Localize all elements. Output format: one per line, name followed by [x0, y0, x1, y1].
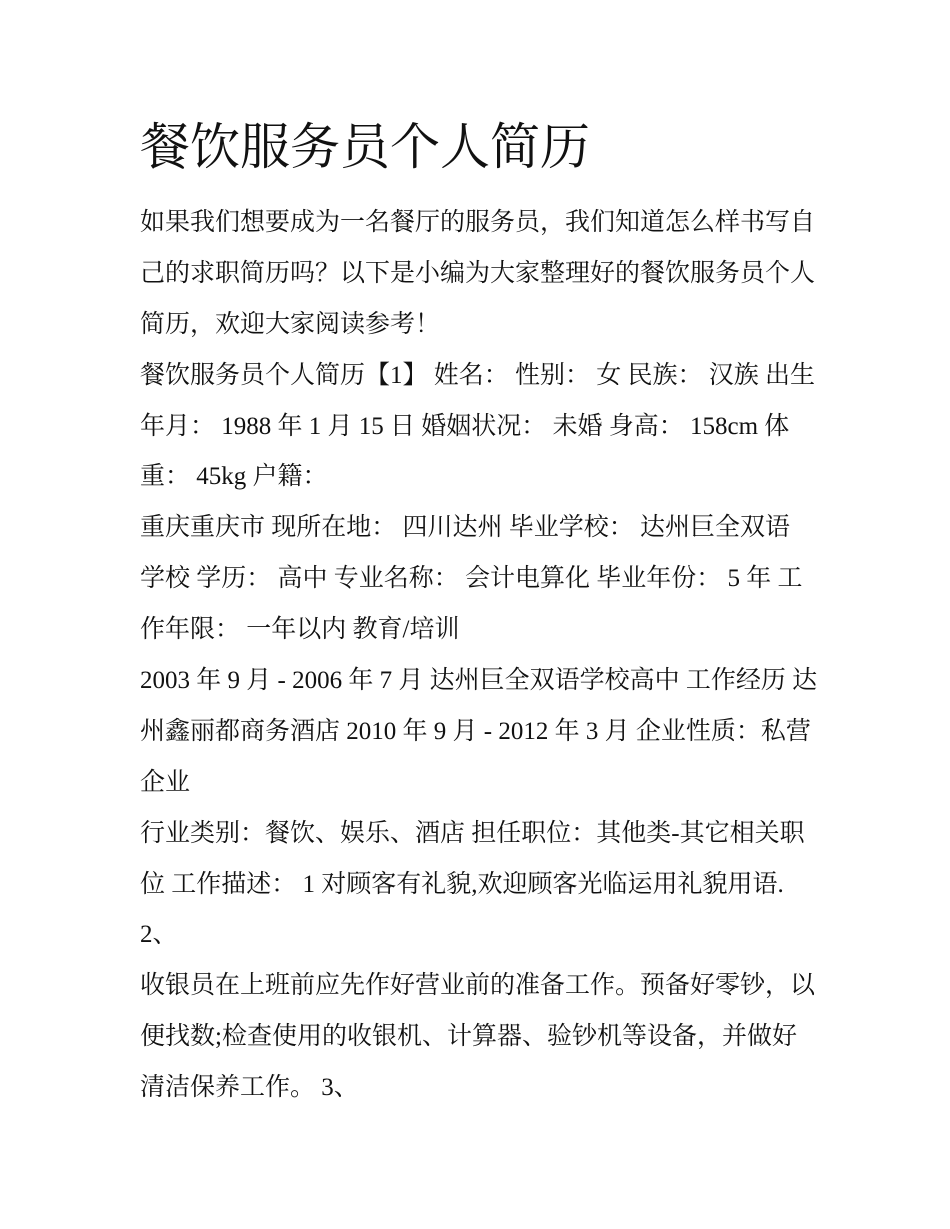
document-title: 餐饮服务员个人简历 — [140, 119, 590, 175]
body-line: 如果我们想要成为一名餐厅的服务员，我们知道怎么样书写自 — [140, 209, 816, 236]
body-line: 己的求职简历吗？以下是小编为大家整理好的餐饮服务员个人 — [140, 259, 816, 287]
body-line: 重： 45kg 户籍： — [140, 463, 328, 491]
body-line: 餐饮服务员个人简历【1】 姓名： 性别： 女 民族： 汉族 出生 — [140, 361, 816, 389]
body-line: 重庆重庆市 现所在地： 四川达州 毕业学校： 达州巨全双语 — [140, 514, 791, 542]
body-line: 便找数;检查使用的收银机、计算器、验钞机等设备，并做好 — [140, 1023, 797, 1051]
body-line: 简历，欢迎大家阅读参考！ — [140, 310, 441, 338]
body-line: 行业类别：餐饮、娱乐、酒店 担任职位：其他类-其它相关职 — [140, 819, 805, 847]
body-line: 2003 年 9 月 - 2006 年 7 月 达州巨全双语学校高中 工作经历 达 — [140, 667, 818, 695]
body-line: 收银员在上班前应先作好营业前的准备工作。预备好零钞，以 — [140, 972, 816, 1000]
body-line: 作年限： 一年以内 教育/培训 — [140, 616, 460, 644]
body-line: 学校 学历： 高中 专业名称： 会计电算化 毕业年份： 5 年 工 — [140, 565, 803, 593]
body-line: 位 工作描述： 1 对顾客有礼貌,欢迎顾客光临运用礼貌用语. — [140, 870, 784, 898]
body-line: 清洁保养工作。 3、 — [140, 1074, 359, 1102]
body-line: 年月： 1988 年 1 月 15 日 婚姻状况： 未婚 身高： 158cm 体 — [140, 412, 790, 440]
body-line: 州鑫丽都商务酒店 2010 年 9 月 - 2012 年 3 月 企业性质：私营 — [140, 717, 811, 745]
document-body — [140, 198, 830, 1114]
body-line: 2、 — [140, 921, 178, 949]
body-line: 企业 — [140, 768, 191, 796]
